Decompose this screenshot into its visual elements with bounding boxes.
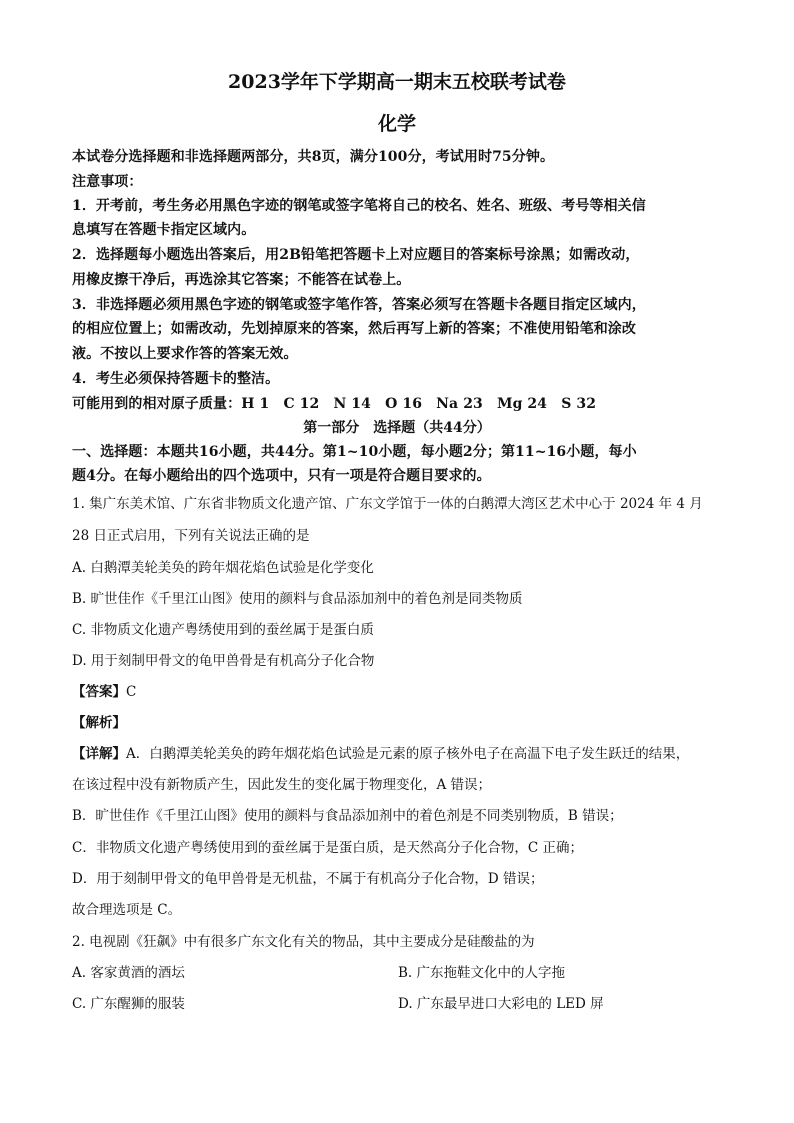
answer-label: 【答案】 (72, 684, 126, 700)
subject-title: 化学 (377, 113, 416, 135)
atomic-masses: 可能用到的相对原子质量：H 1 C 12 N 14 O 16 Na 23 Mg 24 S 32 (72, 396, 597, 412)
note-line: 用橡皮擦干净后，再选涂其它答案；不能答在试卷上。 (72, 272, 411, 288)
section-heading: 第一部分 选择题（共44分） (303, 420, 491, 436)
note-line: 息填写在答题卡指定区域内。 (72, 222, 256, 238)
note-line: 1．开考前，考生务必用黑色字迹的钢笔或签字笔将自己的校名、姓名、班级、考号等相关信 (72, 198, 646, 214)
question-1-option-c: C. 非物质文化遗产粤绣使用到的蚕丝属于是蛋白质 (72, 622, 374, 638)
question-2-option-b: B. 广东拖鞋文化中的人字拖 (398, 965, 566, 981)
detail-line: C．非物质文化遗产粤绣使用到的蚕丝属于是蛋白质，是天然高分子化合物，C 正确； (72, 840, 583, 856)
question-2-option-a: A. 客家黄酒的酒坛 (72, 965, 185, 981)
detail-line: 在该过程中没有新物质产生，因此发生的变化属于物理变化，A 错误； (72, 777, 492, 793)
analysis-label: 【解析】 (72, 715, 126, 731)
answer-line (72, 686, 136, 700)
note-line: 3．非选择题必须用黑色字迹的钢笔或签字笔作答，答案必须写在答题卡各题目指定区域内， (72, 297, 646, 313)
detail-text: A．白鹅潭美轮美奂的跨年烟花焰色试验是元素的原子核外电子在高温下电子发生跃迁的结果， (126, 746, 690, 762)
note-line: 2．选择题每小题选出答案后，用2B铅笔把答题卡上对应题目的答案标号涂黑；如需改动， (72, 247, 640, 263)
question-1-option-a: A. 白鹅潭美轮美奂的跨年烟花焰色试验是化学变化 (72, 560, 374, 576)
detail-line (72, 748, 689, 762)
question-1-option-b: B. 旷世佳作《千里江山图》使用的颜料与食品添加剂中的着色剂是同类物质 (72, 591, 523, 607)
detail-label: 【详解】 (72, 746, 126, 762)
detail-line: 故合理选项是 C。 (72, 902, 182, 918)
question-2-option-c: C. 广东醒狮的服装 (72, 996, 185, 1012)
question-1-stem: 1. 集广东美术馆、广东省非物质文化遗产馆、广东文学馆于一体的白鹅潭大湾区艺术中心于 2024 年 4 月 (72, 496, 703, 512)
answer-value: C (126, 684, 137, 700)
question-2-option-d: D. 广东最早进口大彩电的 LED 屏 (398, 996, 604, 1012)
question-1-option-d: D. 用于刻制甲骨文的龟甲兽骨是有机高分子化合物 (72, 653, 375, 669)
intro-line: 本试卷分选择题和非选择题两部分，共8页，满分100分，考试用时75分钟。 (72, 149, 555, 165)
section-instruction: 一、选择题：本题共16小题，共44分。第1~10小题，每小题2分；第11~16小题，每小 (72, 444, 637, 460)
note-line: 的相应位置上；如需改动，先划掉原来的答案，然后再写上新的答案；不准使用铅笔和涂改 (72, 321, 636, 337)
notes-heading: 注意事项： (72, 174, 143, 190)
section-instruction: 题4分。在每小题给出的四个选项中，只有一项是符合题目要求的。 (72, 468, 491, 484)
question-2-stem: 2. 电视剧《狂飙》中有很多广东文化有关的物品，其中主要成分是硅酸盐的为 (72, 934, 535, 950)
exam-title: 2023学年下学期高一期末五校联考试卷 (228, 71, 566, 93)
question-1-stem: 28 日正式启用，下列有关说法正确的是 (72, 528, 310, 544)
detail-line: D．用于刻制甲骨文的龟甲兽骨是无机盐，不属于有机高分子化合物，D 错误； (72, 871, 544, 887)
note-line: 液。不按以上要求作答的答案无效。 (72, 346, 298, 362)
note-line: 4．考生必须保持答题卡的整洁。 (72, 371, 280, 387)
detail-line: B．旷世佳作《千里江山图》使用的颜料与食品添加剂中的着色剂是不同类别物质，B 错误； (72, 808, 623, 824)
